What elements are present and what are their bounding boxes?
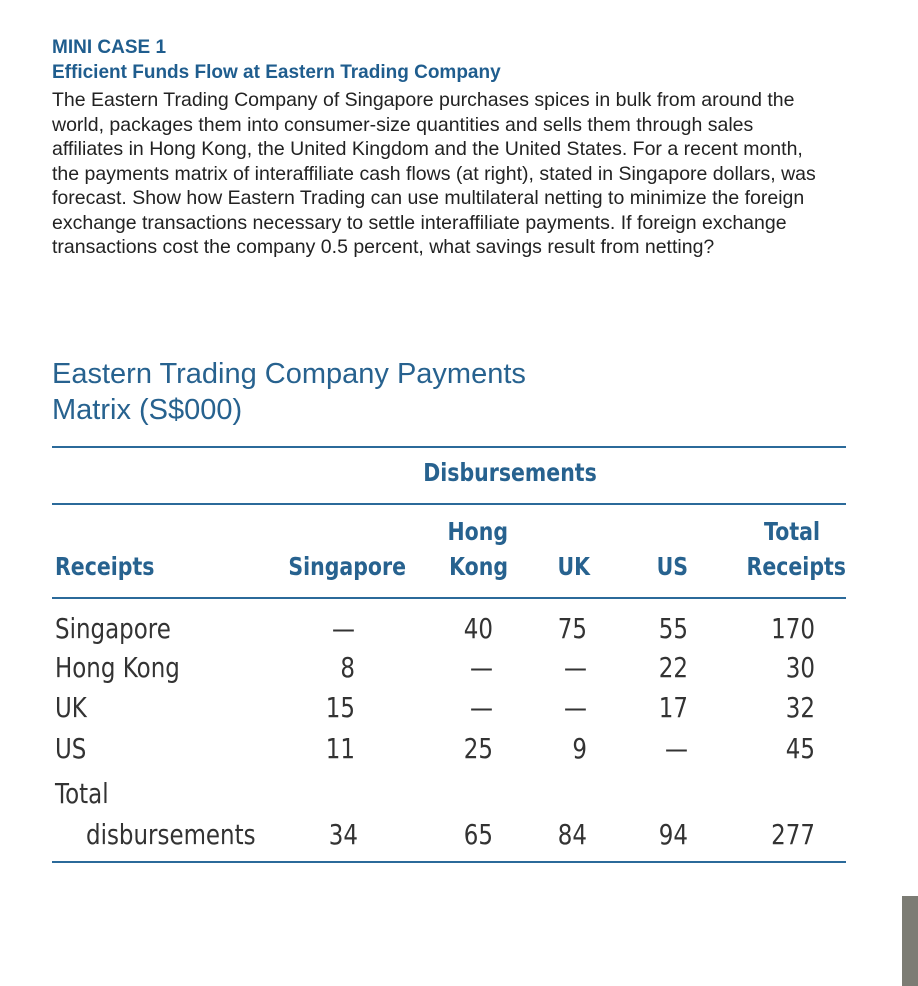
total-grand: 277 bbox=[771, 818, 815, 851]
table-top-rule bbox=[52, 446, 846, 448]
cell-hongkong-total: 30 bbox=[785, 651, 815, 684]
col-header-hongkong-line2: Kong bbox=[449, 552, 508, 581]
column-header-rule bbox=[52, 597, 846, 599]
table-bottom-rule bbox=[52, 861, 846, 863]
cell-singapore-uk: 75 bbox=[557, 612, 587, 645]
row-label-singapore: Singapore bbox=[55, 612, 171, 645]
cell-us-total: 45 bbox=[785, 732, 815, 765]
cell-singapore-us: 55 bbox=[658, 612, 688, 645]
group-header-disbursements: Disbursements bbox=[423, 458, 597, 487]
total-row-label-line2: disbursements bbox=[86, 818, 256, 851]
cell-us-us: — bbox=[665, 732, 688, 765]
cell-uk-hongkong: — bbox=[470, 691, 493, 724]
group-header-rule bbox=[52, 503, 846, 505]
cell-hongkong-us: 22 bbox=[658, 651, 688, 684]
total-row-label-line1: Total bbox=[55, 777, 109, 810]
cell-hongkong-uk: — bbox=[564, 651, 587, 684]
table-title-line2: Matrix (S$000) bbox=[52, 394, 243, 426]
case-label: MINI CASE 1 bbox=[52, 37, 167, 58]
cell-us-hongkong: 25 bbox=[463, 732, 493, 765]
cell-us-singapore: 11 bbox=[325, 732, 355, 765]
cell-uk-uk: — bbox=[564, 691, 587, 724]
row-label-hongkong: Hong Kong bbox=[55, 651, 180, 684]
row-label-us: US bbox=[55, 732, 87, 765]
total-singapore: 34 bbox=[328, 818, 358, 851]
col-header-singapore: Singapore bbox=[288, 552, 406, 581]
cell-singapore-total: 170 bbox=[771, 612, 815, 645]
cell-us-uk: 9 bbox=[572, 732, 587, 765]
case-body: The Eastern Trading Company of Singapore purchases spices in bulk from around the world, packages them into consumer-size quantities and sells them through sales affiliates in Hong Kong, the United Kingdom and the United States. For a recent month, the payments matrix of interaffiliate cash flows (at right), stated in Singapore dollars, was forecast. Show how Eastern Trading can use multilateral netting to minimize the foreign exchange transactions necessary to settle interaffiliate payments. If foreign exchange transactions cost the company 0.5 percent, what savings result from netting? bbox=[52, 89, 816, 258]
col-header-receipts: Receipts bbox=[55, 552, 155, 581]
cell-hongkong-singapore: 8 bbox=[340, 651, 355, 684]
cell-uk-total: 32 bbox=[785, 691, 815, 724]
total-hongkong: 65 bbox=[463, 818, 493, 851]
col-header-total-line2: Receipts bbox=[746, 552, 846, 581]
scrollbar-thumb[interactable] bbox=[902, 896, 918, 986]
col-header-total-line1: Total bbox=[763, 517, 820, 546]
col-header-hongkong-line1: Hong bbox=[447, 517, 508, 546]
case-title: Efficient Funds Flow at Eastern Trading Company bbox=[52, 62, 501, 83]
row-label-uk: UK bbox=[55, 691, 87, 724]
col-header-uk: UK bbox=[557, 552, 590, 581]
cell-hongkong-hongkong: — bbox=[470, 651, 493, 684]
table-title bbox=[52, 356, 652, 428]
col-header-us: US bbox=[656, 552, 688, 581]
cell-uk-us: 17 bbox=[658, 691, 688, 724]
total-uk: 84 bbox=[557, 818, 587, 851]
table-title-line1: Eastern Trading Company Payments bbox=[52, 358, 526, 390]
total-us: 94 bbox=[658, 818, 688, 851]
cell-uk-singapore: 15 bbox=[325, 691, 355, 724]
cell-singapore-hongkong: 40 bbox=[463, 612, 493, 645]
cell-singapore-singapore: — bbox=[332, 612, 355, 645]
